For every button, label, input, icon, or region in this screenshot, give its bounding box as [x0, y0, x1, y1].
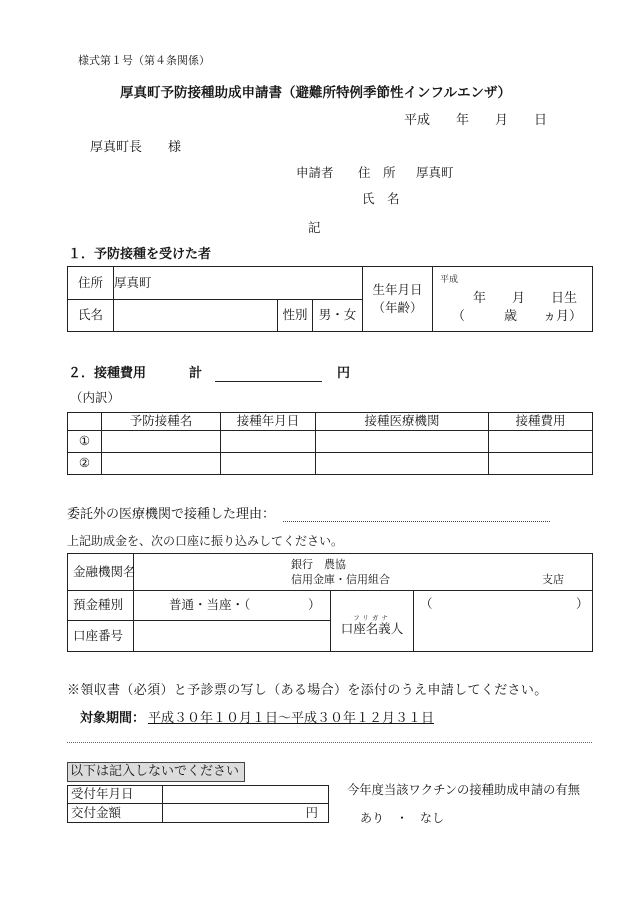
- account-number-cell: [134, 621, 331, 652]
- account-holder-label-cell: [331, 591, 414, 652]
- bank-type-credit: 信用金庫・信用組合: [291, 573, 390, 586]
- medical-institution-cell: [316, 453, 489, 475]
- cost-breakdown-table: [67, 412, 593, 475]
- table-row: [68, 431, 593, 453]
- vaccine-answer-options: あり ・ なし: [360, 811, 445, 825]
- period-value: 平成３０年１０月１日～平成３０年１２月３１日: [148, 711, 435, 726]
- total-label: 計: [189, 366, 203, 381]
- period-label: 対象期間：: [80, 711, 146, 726]
- applicant-name-label: 氏 名: [362, 191, 400, 206]
- header-vaccination-cost: 接種費用: [489, 413, 593, 431]
- age-line: （ 歳 ヵ月）: [452, 309, 583, 324]
- total-currency: 円: [337, 366, 351, 381]
- applicant-address-label: 住 所: [358, 165, 396, 180]
- name-field: [114, 300, 278, 332]
- birthdate-label: 生年月日: [372, 282, 423, 297]
- applicant-address-value: 厚真町: [416, 165, 454, 180]
- header-vaccine-name: 予防接種名: [102, 413, 221, 431]
- recipient-table: [67, 266, 593, 332]
- received-date-label: 受付年月日: [68, 786, 163, 804]
- applicant-label: 申請者: [296, 165, 334, 180]
- section1-heading: １．予防接種を受けた者: [68, 247, 212, 262]
- birth-date-line: 年 月 日生: [473, 291, 578, 306]
- section2-heading: ２．接種費用: [68, 366, 147, 381]
- age-label: （年齢）: [372, 299, 423, 315]
- reason-dotted-line: [283, 521, 550, 522]
- table-row: [68, 453, 593, 475]
- account-type-label: 預金種別: [68, 591, 134, 621]
- form-number: 様式第１号（第４条関係）: [78, 54, 210, 67]
- attachment-notice: ※領収書（必須）と予診票の写し（ある場合）を添付のうえ申請してください。: [67, 683, 548, 698]
- vaccination-date-cell: [221, 431, 316, 453]
- account-type-close: ）: [308, 597, 321, 612]
- bank-type-agri: 農協: [324, 558, 346, 571]
- name-label: 氏名: [68, 300, 114, 332]
- institution-cell: [134, 554, 593, 591]
- bank-type-bank: 銀行: [291, 558, 313, 571]
- grant-amount-currency: 円: [163, 804, 329, 823]
- dotted-separator: [67, 742, 592, 743]
- ki-mark: 記: [308, 220, 321, 235]
- account-type-cell: [134, 591, 331, 621]
- medical-institution-cell: [316, 431, 489, 453]
- vaccine-name-cell: [102, 453, 221, 475]
- birthdate-cell: [433, 267, 593, 332]
- header-medical-institution: 接種医療機関: [316, 413, 489, 431]
- breakdown-label: （内訳）: [70, 390, 121, 405]
- holder-close-paren: ）: [576, 596, 589, 611]
- header-blank: [68, 413, 102, 431]
- branch-label: 支店: [542, 573, 564, 586]
- row-mark: ②: [68, 453, 102, 475]
- form-title: 厚真町予防接種助成申請書（避難所特例季節性インフルエンザ）: [120, 85, 511, 101]
- received-date-cell: [163, 786, 329, 804]
- vaccine-name-cell: [102, 431, 221, 453]
- era-label: 平成: [440, 275, 459, 285]
- date-line: 平成 年 月 日: [404, 113, 548, 128]
- birthdate-label-cell: [363, 267, 433, 332]
- vaccination-cost-cell: [489, 431, 593, 453]
- account-number-label: 口座番号: [68, 621, 134, 652]
- bank-account-table: [67, 553, 593, 652]
- addressee: 厚真町長 様: [90, 140, 182, 155]
- header-vaccination-date: 接種年月日: [221, 413, 316, 431]
- address-value: 厚真町: [114, 267, 363, 300]
- total-amount-blank: [215, 367, 322, 382]
- vaccination-cost-cell: [489, 453, 593, 475]
- holder-open-paren: （: [420, 596, 433, 611]
- holder-furigana: フリガナ: [353, 613, 391, 622]
- address-label: 住所: [68, 267, 114, 300]
- sex-label: 性別: [278, 300, 313, 332]
- vaccine-question: 今年度当該ワクチンの接種助成申請の有無: [347, 783, 581, 797]
- bank-intro: 上記助成金を、次の口座に振り込みしてください。: [67, 534, 344, 548]
- vaccination-date-cell: [221, 453, 316, 475]
- grant-amount-label: 交付金額: [68, 804, 163, 823]
- account-holder-cell: [414, 591, 593, 652]
- office-use-table: [67, 785, 329, 823]
- office-use-banner: 以下は記入しないでください: [67, 762, 245, 782]
- account-type-options: 普通・当座・（: [169, 597, 251, 612]
- row-mark: ①: [68, 431, 102, 453]
- reason-label: 委託外の医療機関で接種した理由：: [67, 507, 276, 522]
- sex-options: 男・女: [313, 300, 363, 332]
- holder-label: 口座名義人: [340, 621, 404, 636]
- institution-label: 金融機関名: [68, 554, 134, 591]
